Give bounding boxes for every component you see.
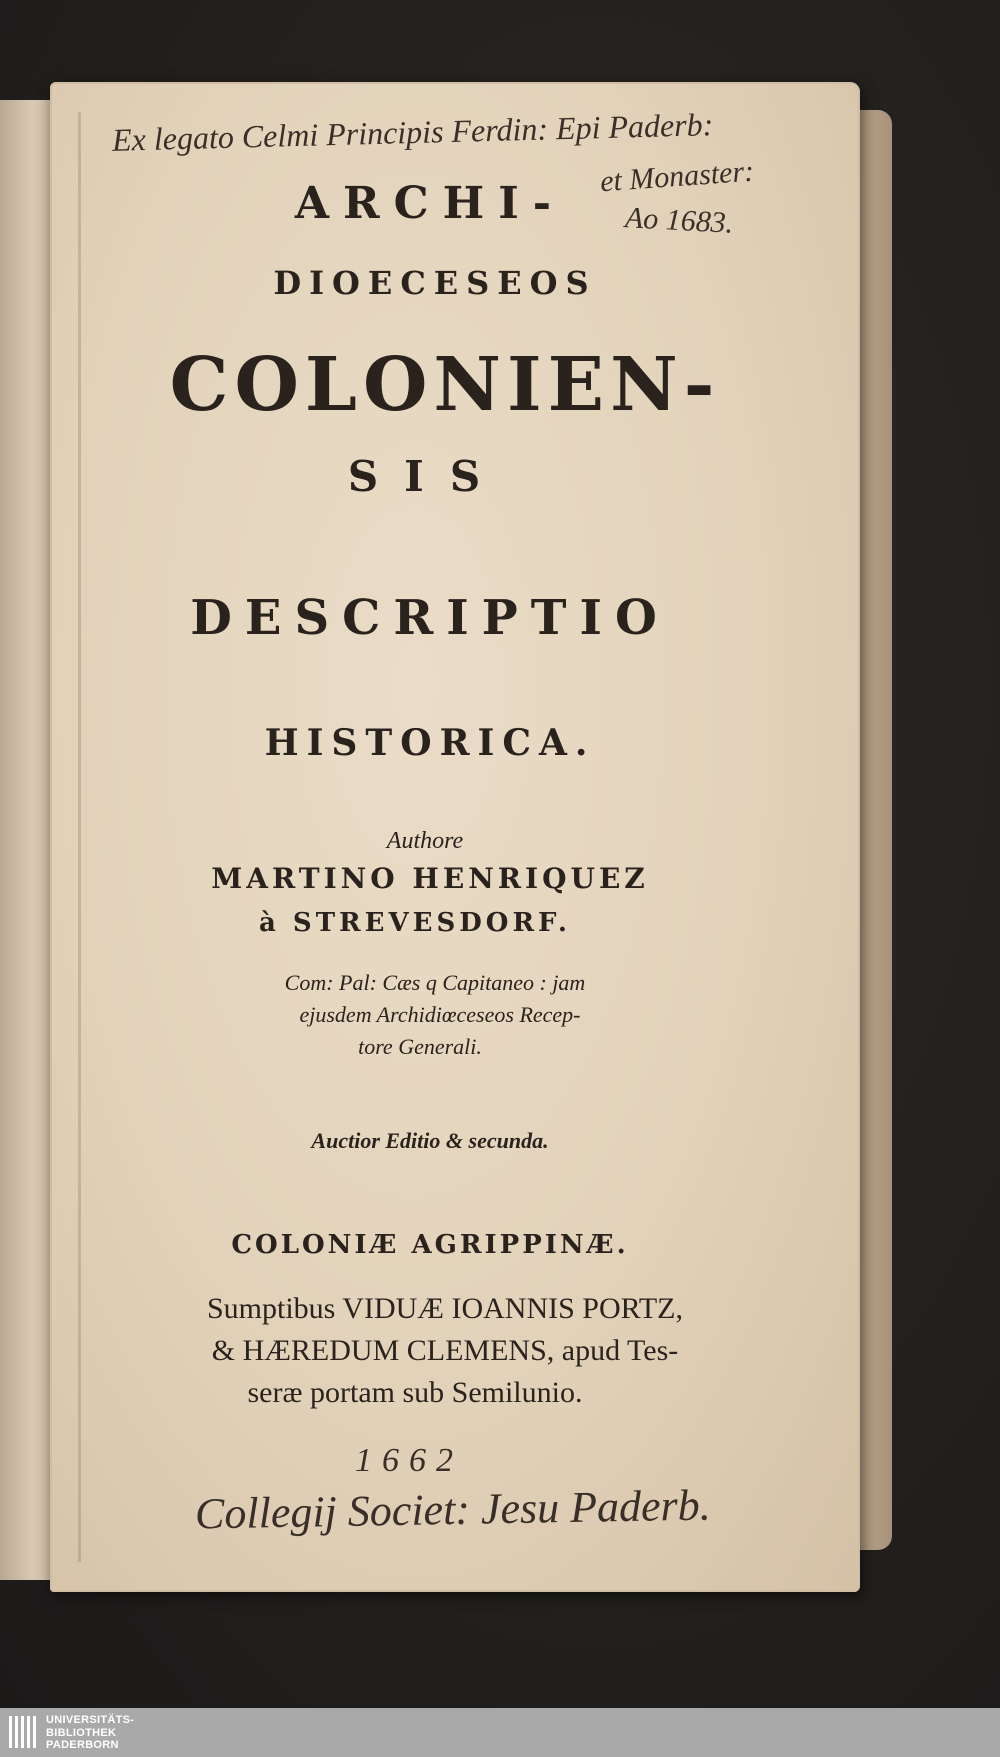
author-place: à STREVESDORF. [259, 908, 571, 938]
library-columns-icon [8, 1714, 38, 1750]
title-dioeceseos: DIOECESEOS [273, 264, 597, 302]
logo-line1: UNIVERSITÄTS- [46, 1714, 135, 1726]
logo-line3: PADERBORN [46, 1739, 119, 1751]
library-footer-bar [0, 1708, 1000, 1757]
imprint-line2: & HÆREDUM CLEMENS, apud Tes- [211, 1334, 679, 1367]
edition-statement: Auctior Editio & secunda. [311, 1128, 549, 1153]
logo-line2: BIBLIOTHEK [46, 1726, 117, 1739]
author-office-line3: tore Generali. [358, 1034, 482, 1059]
title-colonien: COLONIEN- [169, 342, 721, 428]
library-logo-text [46, 1714, 134, 1752]
author-office-line1: Com: Pal: Cæs q Capitaneo : jam [284, 970, 586, 995]
handwritten-year: 1662 [355, 1442, 463, 1479]
title-historica: HISTORICA. [264, 722, 596, 764]
title-archi: ARCHI- [294, 178, 566, 229]
imprint-line1: Sumptibus VIDUÆ IOANNIS PORTZ, [206, 1292, 683, 1325]
author-office-line2: ejusdem Archidiœceseos Recep- [299, 1002, 581, 1027]
title-sis: SIS [347, 452, 507, 501]
title-page [50, 82, 860, 1592]
handwritten-provenance-line3: Ao 1683. [624, 201, 735, 240]
handwritten-provenance-line1: Ex legato Celmi Principis Ferdin: Epi Paderb: [111, 106, 714, 158]
author-label: Authore [386, 828, 464, 854]
title-descriptio: DESCRIPTIO [190, 590, 670, 646]
imprint-city: COLONIÆ AGRIPPINÆ. [231, 1230, 629, 1260]
author-name: MARTINO HENRIQUEZ [211, 862, 649, 895]
handwritten-provenance-line2: et Monaster: [599, 154, 756, 199]
imprint-line3: seræ portam sub Semilunio. [247, 1376, 583, 1409]
handwritten-ownership: Collegij Societ: Jesu Paderb. [194, 1480, 712, 1539]
